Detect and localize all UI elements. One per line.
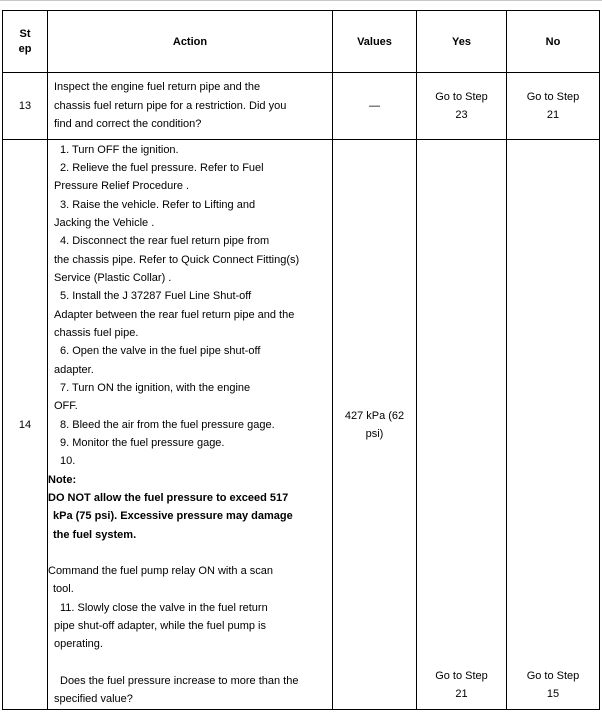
action-line: Service (Plastic Collar) . xyxy=(54,271,172,284)
action-line: Jacking the Vehicle . xyxy=(54,216,155,229)
note-label: Note: xyxy=(48,473,77,486)
header-row xyxy=(3,11,600,73)
action-line: 4. Disconnect the rear fuel return pipe from xyxy=(60,235,270,248)
no-goto xyxy=(507,667,599,703)
values-cell: — xyxy=(333,73,417,140)
action-line: pipe shut-off adapter, while the fuel pump is xyxy=(54,620,266,633)
yes-goto-step: 21 xyxy=(455,688,468,700)
action-line: adapter. xyxy=(54,363,94,376)
header-action: Action xyxy=(48,11,333,73)
header-step xyxy=(3,11,48,73)
no-goto-label: Go to Step xyxy=(526,670,580,682)
command-line: Command the fuel pump relay ON with a scan xyxy=(48,565,273,578)
action-line: operating. xyxy=(54,638,103,651)
action-line: 3. Raise the vehicle. Refer to Lifting and xyxy=(60,198,256,211)
action-line: 8. Bleed the air from the fuel pressure gage. xyxy=(60,418,275,431)
yes-cell[interactable] xyxy=(417,140,507,710)
action-line: 9. Monitor the fuel pressure gage. xyxy=(60,437,225,450)
yes-goto-step: 23 xyxy=(455,109,468,121)
action-line: 5. Install the J 37287 Fuel Line Shut-off xyxy=(60,290,252,303)
command-text xyxy=(48,562,328,599)
yes-goto xyxy=(417,667,506,703)
command-line: tool. xyxy=(53,583,74,596)
question-line: Does the fuel pressure increase to more than the xyxy=(60,674,299,687)
action-line: 11. Slowly close the valve in the fuel return xyxy=(60,601,268,614)
yes-goto-label: Go to Step xyxy=(435,91,488,103)
note-line: kPa (75 psi). Excessive pressure may damage xyxy=(53,510,293,523)
action-line: 10. xyxy=(60,455,76,468)
header-no: No xyxy=(507,11,600,73)
action-line: 2. Relieve the fuel pressure. Refer to Fuel xyxy=(60,161,264,174)
action-cell xyxy=(48,140,333,710)
action-line: Adapter between the rear fuel return pipe and the xyxy=(54,308,295,321)
top-divider xyxy=(0,0,602,1)
action-line: chassis fuel return pipe for a restriction. Did you xyxy=(54,99,287,112)
header-values: Values xyxy=(333,11,417,73)
action-line: OFF. xyxy=(54,400,78,413)
no-goto-step: 21 xyxy=(546,109,560,121)
values-cell xyxy=(333,140,417,710)
action-cell xyxy=(48,73,333,140)
action-line: find and correct the condition? xyxy=(54,118,202,131)
spacer xyxy=(54,544,328,562)
action-line: Pressure Relief Procedure . xyxy=(54,180,190,193)
yes-goto-label: Go to Step xyxy=(435,670,488,682)
no-cell[interactable] xyxy=(507,140,600,710)
yes-cell[interactable] xyxy=(417,73,507,140)
header-step-line1: St xyxy=(19,27,31,40)
spacer xyxy=(54,654,328,672)
question-line: specified value? xyxy=(54,693,133,706)
values-line: 427 kPa (62 xyxy=(344,409,405,422)
no-goto-label: Go to Step xyxy=(526,91,580,103)
diagnostic-table xyxy=(2,10,600,710)
step-number: 14 xyxy=(3,140,48,710)
no-goto-step: 15 xyxy=(546,688,560,700)
no-cell[interactable] xyxy=(507,73,600,140)
action-line: the chassis pipe. Refer to Quick Connect Fitting(s) xyxy=(54,253,300,266)
action-line: 1. Turn OFF the ignition. xyxy=(60,143,179,156)
note-line: DO NOT allow the fuel pressure to exceed 517 xyxy=(48,492,289,505)
action-line: Inspect the engine fuel return pipe and the xyxy=(54,81,261,94)
action-line: chassis fuel pipe. xyxy=(54,326,139,339)
step-number: 13 xyxy=(3,73,48,140)
note-line: the fuel system. xyxy=(53,528,137,541)
table-row-step-13 xyxy=(3,73,600,140)
note-body xyxy=(48,489,328,544)
values-line: psi) xyxy=(365,427,384,440)
action-line: 7. Turn ON the ignition, with the engine xyxy=(60,381,251,394)
action-line: 6. Open the valve in the fuel pipe shut-off xyxy=(60,345,261,358)
header-step-line2: ep xyxy=(18,42,32,55)
table-row-step-14 xyxy=(3,140,600,710)
header-yes: Yes xyxy=(417,11,507,73)
